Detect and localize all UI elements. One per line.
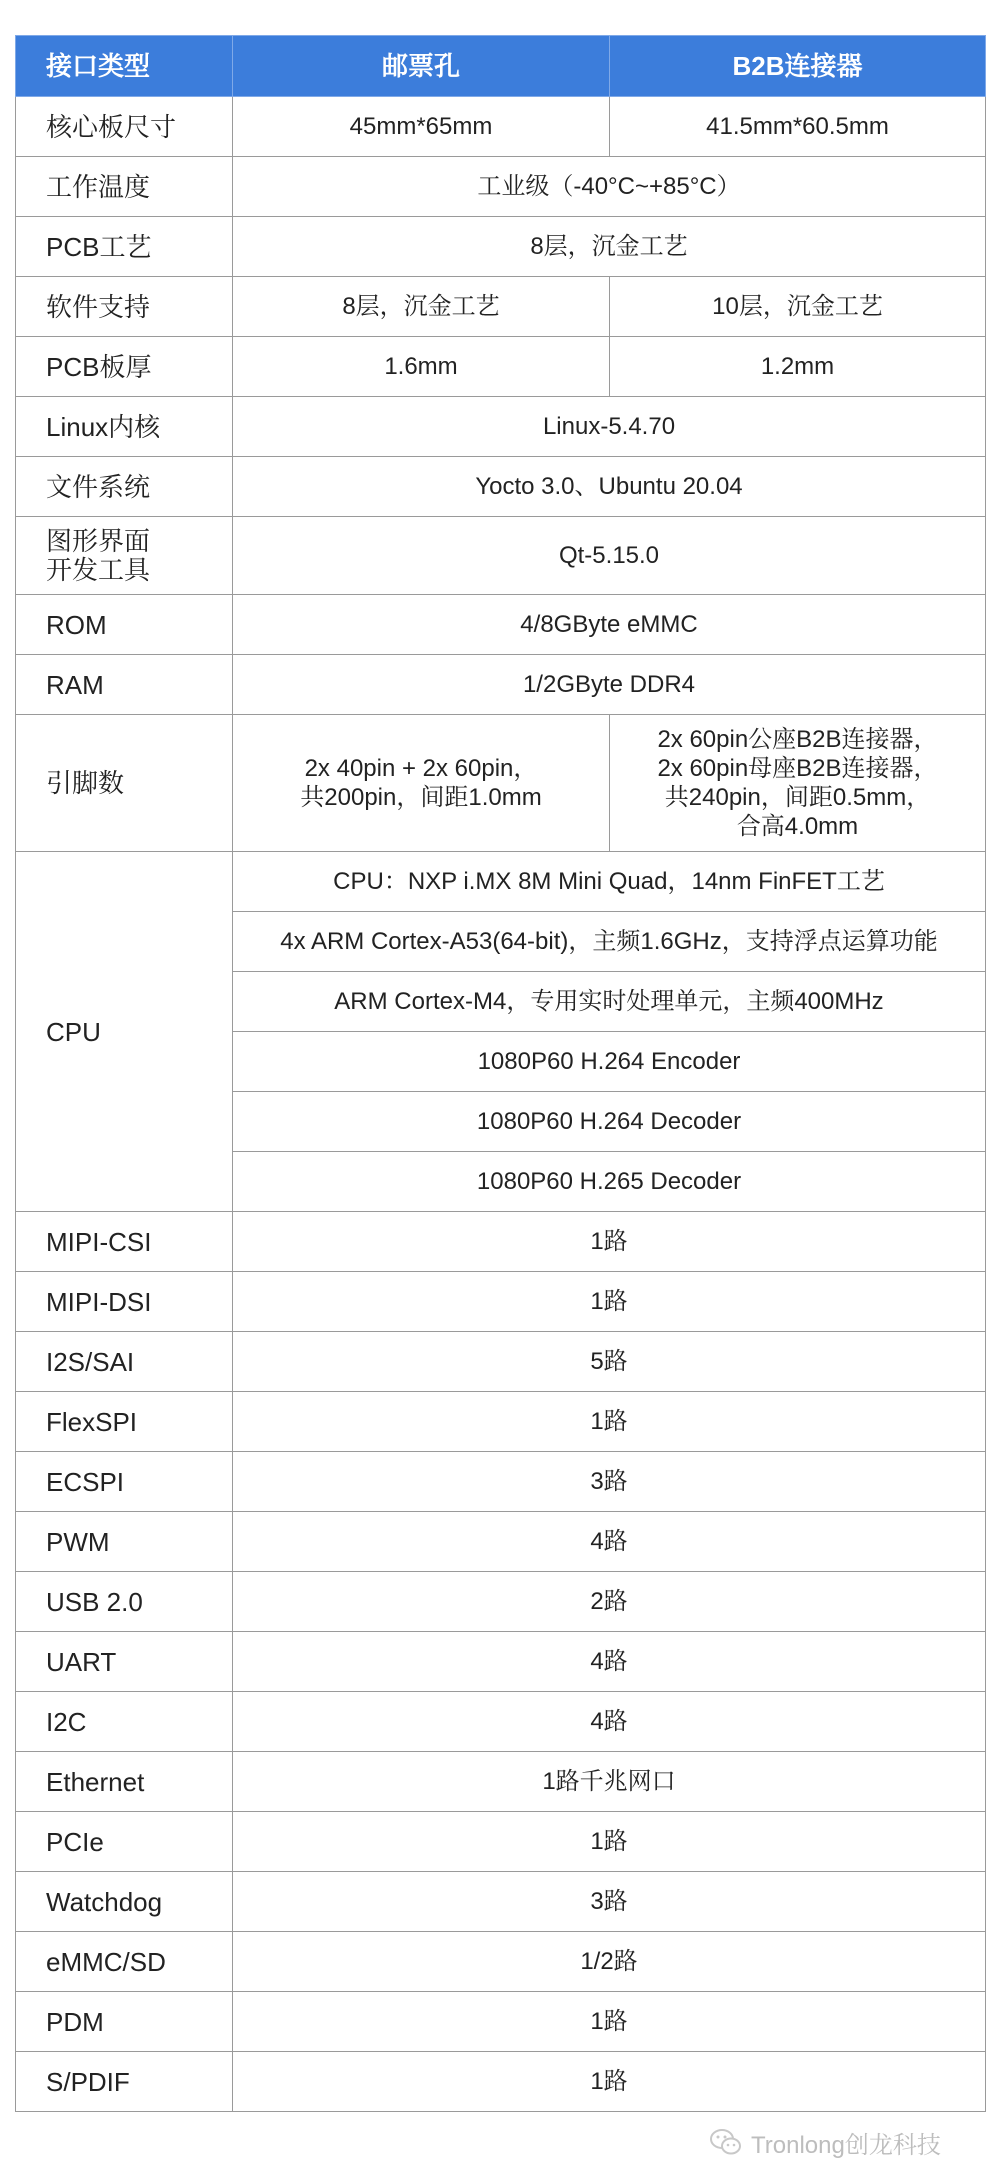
- row-value: 工业级（-40°C~+85°C）: [233, 157, 986, 217]
- row-label: PCIe: [16, 1812, 233, 1872]
- row-label: 核心板尺寸: [16, 97, 233, 157]
- row-value: 3路: [233, 1452, 986, 1512]
- row-value: 2x 60pin公座B2B连接器， 2x 60pin母座B2B连接器， 共240pin，间距0.5mm， 合高4.0mm: [610, 715, 986, 852]
- table-row: [16, 397, 986, 457]
- row-value: 1/2GByte DDR4: [233, 655, 986, 715]
- table-row: [16, 655, 986, 715]
- row-value: 2路: [233, 1572, 986, 1632]
- row-label: ECSPI: [16, 1452, 233, 1512]
- row-label: eMMC/SD: [16, 1932, 233, 1992]
- watermark-text: Tronlong创龙科技: [751, 2131, 941, 2159]
- table-row: [16, 217, 986, 277]
- row-label: 文件系统: [16, 457, 233, 517]
- table-row: [16, 1692, 986, 1752]
- row-value: 8层，沉金工艺: [233, 277, 610, 337]
- table-row: [16, 1392, 986, 1452]
- row-label: Watchdog: [16, 1872, 233, 1932]
- row-label: 引脚数: [16, 715, 233, 852]
- table-row: [16, 852, 986, 912]
- table-row: [16, 157, 986, 217]
- table-row: [16, 595, 986, 655]
- row-label: I2S/SAI: [16, 1332, 233, 1392]
- row-label: FlexSPI: [16, 1392, 233, 1452]
- row-value: 1.2mm: [610, 337, 986, 397]
- row-value: 10层，沉金工艺: [610, 277, 986, 337]
- table-row: [16, 1452, 986, 1512]
- row-label: 图形界面 开发工具: [16, 517, 233, 595]
- row-value: 1路: [233, 1392, 986, 1452]
- row-value: 1路: [233, 1212, 986, 1272]
- table-row: [16, 1812, 986, 1872]
- row-label: USB 2.0: [16, 1572, 233, 1632]
- table-row: [16, 1632, 986, 1692]
- cpu-detail: 1080P60 H.264 Encoder: [233, 1032, 986, 1092]
- row-value: 45mm*65mm: [233, 97, 610, 157]
- row-value: 4/8GByte eMMC: [233, 595, 986, 655]
- watermark: [709, 2120, 989, 2164]
- row-value: 8层，沉金工艺: [233, 217, 986, 277]
- row-label: PWM: [16, 1512, 233, 1572]
- row-value: Qt-5.15.0: [233, 517, 986, 595]
- row-label-cpu: CPU: [16, 852, 233, 1212]
- row-value: 1.6mm: [233, 337, 610, 397]
- row-label: Linux内核: [16, 397, 233, 457]
- header-interface-type: 接口类型: [16, 36, 233, 97]
- table-row: [16, 1872, 986, 1932]
- cpu-detail: 4x ARM Cortex-A53(64-bit)，主频1.6GHz，支持浮点运算功能: [233, 912, 986, 972]
- row-value: 5路: [233, 1332, 986, 1392]
- table-row: [16, 457, 986, 517]
- row-value: 4路: [233, 1632, 986, 1692]
- table-row: [16, 337, 986, 397]
- row-label: MIPI-DSI: [16, 1272, 233, 1332]
- table-row: [16, 715, 986, 852]
- table-row: [16, 1332, 986, 1392]
- cpu-detail: 1080P60 H.264 Decoder: [233, 1092, 986, 1152]
- row-value: 1路: [233, 1992, 986, 2052]
- row-label: PDM: [16, 1992, 233, 2052]
- row-value: 1/2路: [233, 1932, 986, 1992]
- spec-table: [15, 35, 986, 2112]
- row-label: UART: [16, 1632, 233, 1692]
- row-label: PCB工艺: [16, 217, 233, 277]
- cpu-detail: ARM Cortex-M4，专用实时处理单元，主频400MHz: [233, 972, 986, 1032]
- table-row: [16, 1992, 986, 2052]
- table-row: [16, 277, 986, 337]
- table-row: [16, 517, 986, 595]
- cpu-detail: CPU：NXP i.MX 8M Mini Quad，14nm FinFET工艺: [233, 852, 986, 912]
- row-value: 1路千兆网口: [233, 1752, 986, 1812]
- row-label: ROM: [16, 595, 233, 655]
- row-value: 1路: [233, 1812, 986, 1872]
- row-value: 3路: [233, 1872, 986, 1932]
- row-label: RAM: [16, 655, 233, 715]
- row-label: 工作温度: [16, 157, 233, 217]
- table-row: [16, 1212, 986, 1272]
- wechat-icon: [709, 2127, 743, 2157]
- row-label: 软件支持: [16, 277, 233, 337]
- row-value: Yocto 3.0、Ubuntu 20.04: [233, 457, 986, 517]
- table-row: [16, 1572, 986, 1632]
- row-value: Linux-5.4.70: [233, 397, 986, 457]
- table-header-row: [16, 36, 986, 97]
- row-label: S/PDIF: [16, 2052, 233, 2112]
- row-value: 1路: [233, 1272, 986, 1332]
- table-row: [16, 1272, 986, 1332]
- table-row: [16, 2052, 986, 2112]
- table-row: [16, 1932, 986, 1992]
- table-row: [16, 97, 986, 157]
- header-stamp-hole: 邮票孔: [233, 36, 610, 97]
- row-value: 4路: [233, 1512, 986, 1572]
- table-row: [16, 1752, 986, 1812]
- row-value: 2x 40pin + 2x 60pin， 共200pin，间距1.0mm: [233, 715, 610, 852]
- row-label: I2C: [16, 1692, 233, 1752]
- table-row: [16, 1512, 986, 1572]
- row-value: 1路: [233, 2052, 986, 2112]
- cpu-detail: 1080P60 H.265 Decoder: [233, 1152, 986, 1212]
- row-label: Ethernet: [16, 1752, 233, 1812]
- row-value: 41.5mm*60.5mm: [610, 97, 986, 157]
- row-label: MIPI-CSI: [16, 1212, 233, 1272]
- row-label: PCB板厚: [16, 337, 233, 397]
- header-b2b-connector: B2B连接器: [610, 36, 986, 97]
- row-value: 4路: [233, 1692, 986, 1752]
